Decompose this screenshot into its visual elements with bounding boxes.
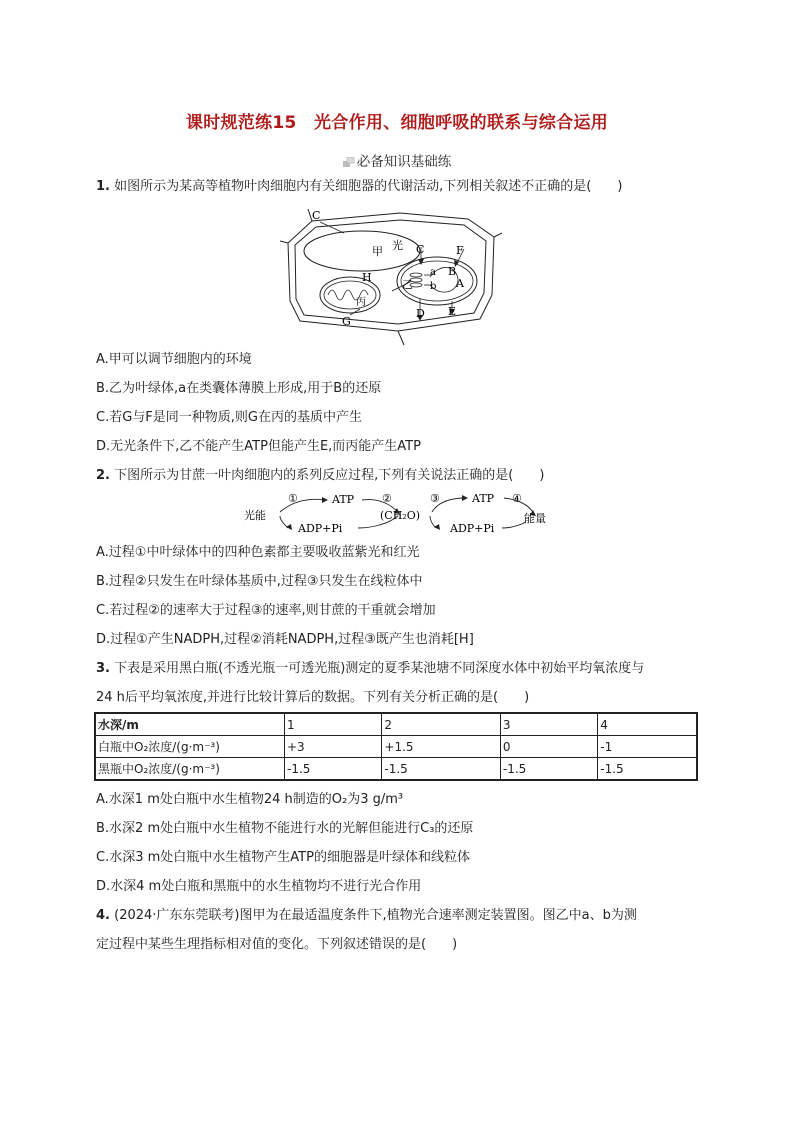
- q3-option-c: C.水深3 m处白瓶中水生植物产生ATP的细胞器是叶绿体和线粒体: [96, 850, 470, 865]
- question-number: 4.: [96, 908, 110, 923]
- q2-step-4: ④: [512, 492, 522, 505]
- q2-option-b: B.过程②只发生在叶绿体基质中,过程③只发生在线粒体中: [96, 574, 423, 589]
- q2-step-1: ①: [288, 492, 298, 505]
- q3-stem-line2: 24 h后平均氧浓度,并进行比较计算后的数据。下列有关分析正确的是( ): [96, 690, 530, 705]
- q1-stem: 1. 如图所示为某高等植物叶肉细胞内有关细胞器的代谢活动,下列相关叙述不正确的是( ): [96, 179, 623, 194]
- q2-adp-2: ADP+Pi: [450, 522, 495, 535]
- table-header-cell: 2: [382, 713, 500, 736]
- q2-option-d: D.过程①产生NADPH,过程②消耗NADPH,过程③既产生也消耗[H]: [96, 632, 474, 647]
- q4-stem-line2: 定过程中某些生理指标相对值的变化。下列叙述错误的是( ): [96, 937, 458, 952]
- table-cell: 0: [500, 736, 597, 758]
- table-cell: -1.5: [382, 758, 500, 781]
- label-bing: 丙: [356, 297, 366, 308]
- table-header-cell: 1: [285, 713, 382, 736]
- label-yi: 乙: [402, 278, 413, 291]
- q4-stem-line1: 4. (2024·广东东莞联考)图甲为在最适温度条件下,植物光合速率测定装置图。图乙中a、b为测: [96, 908, 637, 923]
- question-number: 2.: [96, 468, 110, 483]
- table-cell: +1.5: [382, 736, 500, 758]
- question-number: 1.: [96, 179, 110, 194]
- q2-atp-1: ATP: [332, 493, 355, 506]
- q2-stem: 2. 下图所示为甘蔗一叶肉细胞内的系列反应过程,下列有关说法正确的是( ): [96, 468, 545, 483]
- oxygen-table: [94, 712, 698, 781]
- table-cell: -1.5: [500, 758, 597, 781]
- table-row: [95, 758, 697, 781]
- question-number: 3.: [96, 661, 110, 676]
- table-cell: 黑瓶中O₂浓度/(g·m⁻³): [95, 758, 285, 781]
- table-cell: -1.5: [598, 758, 697, 781]
- q2-step-2: ②: [382, 492, 392, 505]
- q2-light-energy: 光能: [244, 509, 266, 522]
- q2-ch2o: (CH₂O): [380, 509, 421, 522]
- q3-stem-line1: 3. 下表是采用黑白瓶(不透光瓶一可透光瓶)测定的夏季某池塘不同深度水体中初始平均氧浓度与: [96, 661, 645, 676]
- q3-option-b: B.水深2 m处白瓶中水生植物不能进行水的光解但能进行C₃的还原: [96, 821, 474, 836]
- label-jia: 甲: [372, 245, 383, 258]
- label-c: C: [416, 243, 425, 256]
- table-cell: -1: [598, 736, 697, 758]
- label-b-lower: b: [430, 281, 437, 292]
- label-f: F: [456, 244, 464, 257]
- label-h: H: [362, 271, 372, 284]
- q1-option-c: C.若G与F是同一种物质,则G在丙的基质中产生: [96, 410, 362, 425]
- table-cell: +3: [285, 736, 382, 758]
- q2-atp-2: ATP: [472, 492, 495, 505]
- table-row: [95, 736, 697, 758]
- section-label: 必备知识基础练: [356, 154, 452, 170]
- label-e: E: [448, 305, 457, 318]
- reaction-diagram: [240, 490, 560, 536]
- section-icon: [343, 157, 355, 167]
- q2-adp-1: ADP+Pi: [298, 522, 343, 535]
- q3-option-a: A.水深1 m处白瓶中水生植物24 h制造的O₂为3 g/m³: [96, 792, 404, 807]
- label-guang: 光: [392, 239, 403, 252]
- label-c-outer: C: [312, 209, 321, 222]
- table-cell: -1.5: [285, 758, 382, 781]
- q2-energy: 能量: [524, 512, 546, 525]
- q3-option-d: D.水深4 m处白瓶和黑瓶中的水生植物均不进行光合作用: [96, 879, 422, 894]
- q2-option-a: A.过程①中叶绿体中的四种色素都主要吸收蓝紫光和红光: [96, 545, 420, 560]
- q1-option-b: B.乙为叶绿体,a在类囊体薄膜上形成,用于B的还原: [96, 381, 382, 396]
- q1-option-a: A.甲可以调节细胞内的环境: [96, 352, 252, 367]
- cell-wall: [288, 213, 494, 331]
- table-header-cell: 水深/m: [95, 713, 285, 736]
- table-header-row: [95, 713, 697, 736]
- page-title: 课时规范练15 光合作用、细胞呼吸的联系与综合运用: [185, 113, 609, 133]
- section-heading: [0, 150, 794, 170]
- cell-diagram: [280, 203, 502, 346]
- q2-step-3: ③: [430, 492, 440, 505]
- label-d: D: [416, 307, 425, 320]
- label-b-upper: B: [448, 265, 457, 278]
- table-cell: 白瓶中O₂浓度/(g·m⁻³): [95, 736, 285, 758]
- label-a-upper: A: [456, 277, 464, 290]
- label-g: G: [342, 315, 351, 328]
- q2-option-c: C.若过程②的速率大于过程③的速率,则甘蔗的干重就会增加: [96, 603, 436, 618]
- q1-option-d: D.无光条件下,乙不能产生ATP但能产生E,而丙能产生ATP: [96, 439, 421, 454]
- table-header-cell: 4: [598, 713, 697, 736]
- label-a: a: [430, 267, 436, 278]
- table-header-cell: 3: [500, 713, 597, 736]
